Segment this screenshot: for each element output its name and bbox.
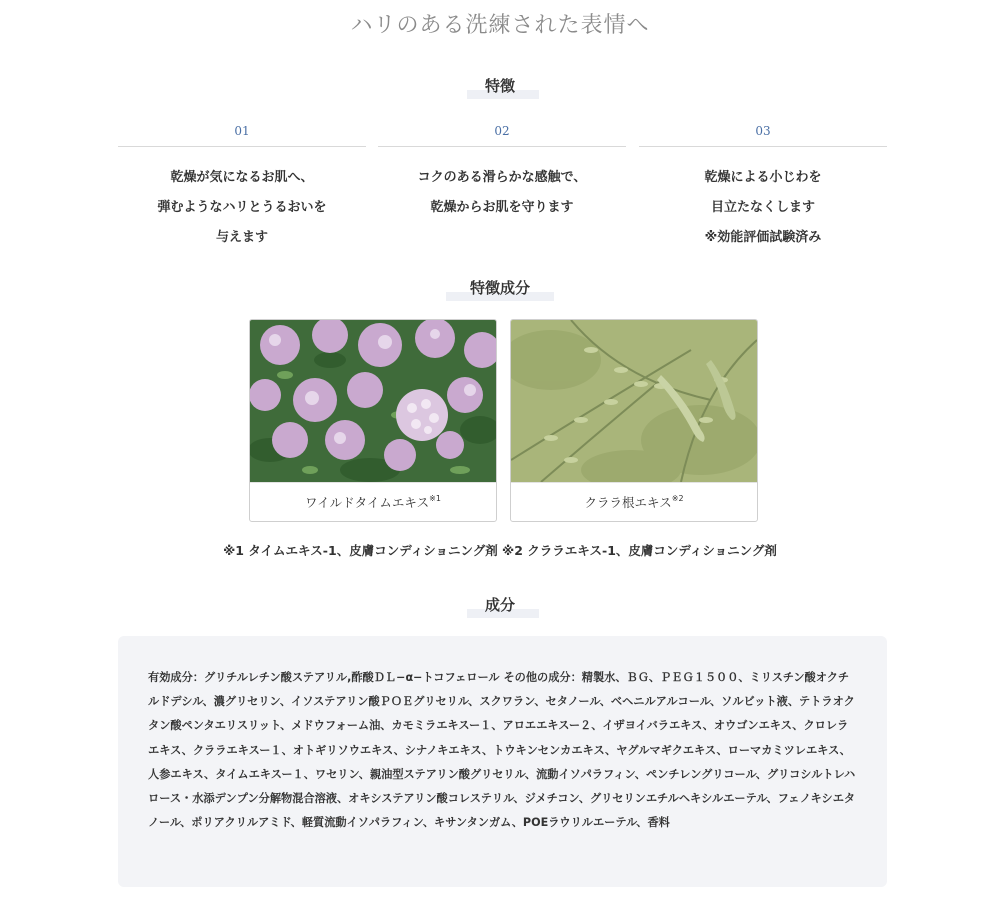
feature-number: 03 bbox=[755, 124, 771, 138]
sophora-plant-photo bbox=[511, 320, 757, 482]
feature-02 bbox=[378, 122, 626, 223]
feature-divider bbox=[118, 146, 366, 147]
wild-thyme-flower-photo bbox=[250, 320, 496, 482]
ingredient-card-sophora bbox=[510, 319, 758, 522]
feature-03 bbox=[639, 122, 887, 253]
feature-divider bbox=[639, 146, 887, 147]
feature-line: 乾燥による小じわを bbox=[704, 170, 822, 185]
footnote-mark: ※1 bbox=[429, 494, 441, 503]
ingredient-card-wild-thyme bbox=[249, 319, 497, 522]
feature-description bbox=[639, 163, 887, 253]
ingredient-caption bbox=[250, 482, 496, 522]
ingredient-name: ワイルドタイムエキス bbox=[305, 495, 430, 510]
key-ingredients-heading bbox=[0, 277, 1000, 301]
ingredients-heading bbox=[0, 594, 1000, 618]
footnote-mark: ※2 bbox=[671, 494, 684, 503]
feature-number: 02 bbox=[494, 124, 510, 138]
key-ingredients-heading-text: 特徴成分 bbox=[469, 279, 530, 297]
ingredients-box bbox=[118, 636, 887, 887]
feature-line: 与えます bbox=[215, 230, 268, 245]
ingredient-footnote: ※1 タイムエキス-1、皮膚コンディショニング剤 ※2 クララエキス-1、皮膚コンディショニング剤 bbox=[223, 543, 777, 558]
feature-line: コクのある滑らかな感触で、 bbox=[417, 170, 587, 185]
ingredients-heading-text: 成分 bbox=[484, 596, 515, 614]
ingredient-caption bbox=[511, 482, 757, 522]
feature-line: 乾燥が気になるお肌へ、 bbox=[170, 170, 314, 185]
features-heading bbox=[0, 75, 1000, 99]
feature-line: ※効能評価試験済み bbox=[704, 230, 822, 245]
feature-divider bbox=[378, 146, 626, 147]
feature-description bbox=[118, 163, 366, 253]
feature-01 bbox=[118, 122, 366, 253]
feature-line: 乾燥からお肌を守ります bbox=[430, 200, 574, 215]
feature-line: 目立たなくします bbox=[710, 200, 815, 215]
ingredient-name: クララ根エキス bbox=[584, 495, 672, 510]
feature-description bbox=[378, 163, 626, 223]
main-title: ハリのある洗練された表情へ bbox=[350, 13, 650, 38]
feature-number: 01 bbox=[234, 124, 250, 138]
ingredients-list: 有効成分：グリチルレチン酸ステアリル,酢酸ＤＬ−α−トコフェロール その他の成分：精製水、ＢＧ、ＰＥＧ１５００、ミリスチン酸オクチルドデシル、濃グリセリン、イソステアリン酸ＰＯＥグリセリル、スクワラン、セタノール、ベヘニルアルコール、ソルビット液、テトラオクタン酸ペンタエリスリット、メドウフォーム油、カモミラエキスー１、アロエエキスー２、イザヨイバラエキス、オウゴンエキス、クロレラエキス、クララエキスー１、オトギリソウエキス、シナノキエキス、トウキンセンカエキス、ヤグルマギクエキス、ローマカミツレエキス、人参エキス、タイムエキスー１、ワセリン、親油型ステアリン酸グリセリル、流動イソパラフィン、ペンチレングリコール、グリコシルトレハロース・水添デンプン分解物混合溶液、オキシステアリン酸コレステリル、ジメチコン、グリセリンエチルヘキシルエーテル、フェノキシエタノール、ポリアクリルアミド、軽質流動イソパラフィン、キサンタンガム、POEラウリルエーテル、香料 bbox=[148, 671, 856, 830]
features-heading-text: 特徴 bbox=[484, 77, 515, 95]
feature-line: 弾むようなハリとうるおいを bbox=[157, 200, 327, 215]
